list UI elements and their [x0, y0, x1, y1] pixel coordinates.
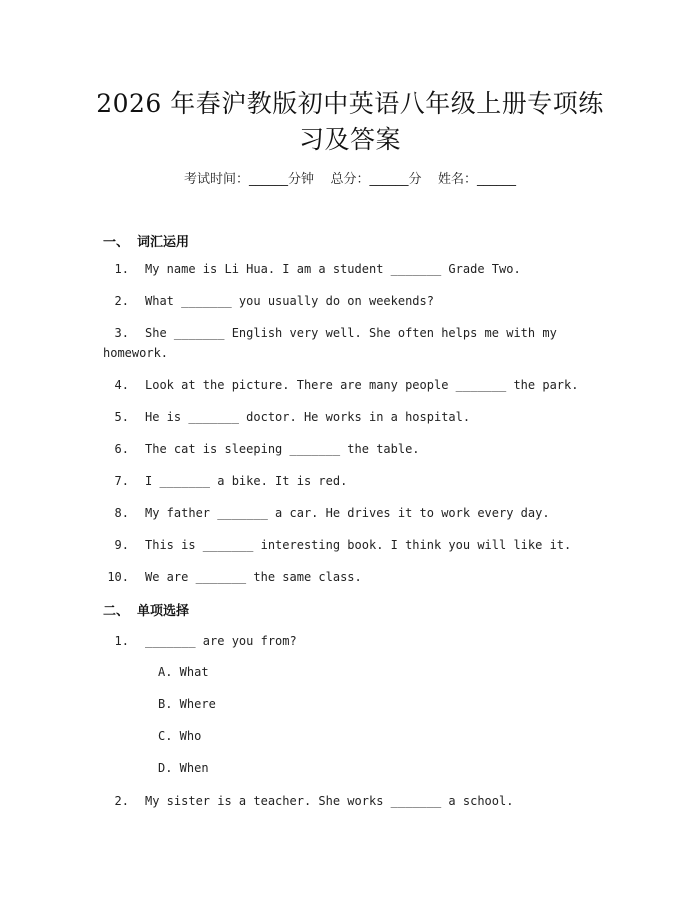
- section-title: 词汇运用: [137, 235, 190, 250]
- question-text: My sister is a teacher. She works _______ a school.: [145, 794, 514, 808]
- question-item: [103, 471, 583, 491]
- question-text: Look at the picture. There are many people _______ the park.: [145, 378, 579, 392]
- question-number: 6.: [114, 442, 129, 456]
- question-text: He is _______ doctor. He works in a hospital.: [145, 410, 471, 424]
- section-title: 单项选择: [137, 604, 190, 619]
- question-item: [103, 439, 583, 459]
- document-title-line2: 习及答案: [298, 125, 401, 154]
- question-text: This is _______ interesting book. I think you will like it.: [145, 538, 572, 552]
- section-number: 二、: [103, 604, 130, 619]
- question-item: [103, 323, 603, 343]
- question-number: 1.: [114, 634, 129, 648]
- option-c: C. Who: [158, 729, 202, 743]
- question-text: We are _______ the same class.: [145, 570, 362, 584]
- exam-meta-line: 考试时间：______分钟 总分：______分 姓名：______: [183, 172, 517, 187]
- option-b: B. Where: [158, 697, 216, 711]
- question-number: 7.: [114, 474, 129, 488]
- question-number: 5.: [114, 410, 129, 424]
- question-text: The cat is sleeping _______ the table.: [145, 442, 420, 456]
- question-number: 10.: [107, 570, 129, 584]
- question-item: [103, 291, 583, 311]
- question-number: 8.: [114, 506, 129, 520]
- question-item: [103, 535, 623, 555]
- question-number: 2.: [114, 794, 129, 808]
- question-number: 1.: [114, 262, 129, 276]
- question-text: My name is Li Hua. I am a student _______ Grade Two.: [145, 262, 521, 276]
- section-heading-vocabulary: [103, 231, 189, 250]
- question-number: 9.: [114, 538, 129, 552]
- option-d: D. When: [158, 761, 209, 775]
- question-item: [103, 631, 583, 651]
- question-item: [103, 375, 623, 395]
- question-item: [103, 503, 623, 523]
- question-number: 3.: [114, 326, 129, 340]
- section-heading-single-choice: [103, 600, 189, 619]
- section-number: 一、: [103, 235, 130, 250]
- question-text: My father _______ a car. He drives it to work every day.: [145, 506, 550, 520]
- question-text: _______ are you from?: [145, 634, 297, 648]
- question-item: [103, 407, 583, 427]
- question-text: She _______ English very well. She often helps me with my: [145, 326, 557, 340]
- question-text: What _______ you usually do on weekends?: [145, 294, 434, 308]
- document-title-line1: 2026 年春沪教版初中英语八年级上册专项练: [96, 89, 604, 118]
- question-text-continued: homework.: [103, 346, 169, 360]
- question-item: [103, 791, 583, 811]
- question-number: 4.: [114, 378, 129, 392]
- question-item: [103, 567, 583, 587]
- question-text: I _______ a bike. It is red.: [145, 474, 348, 488]
- question-number: 2.: [114, 294, 129, 308]
- option-a: A. What: [158, 665, 209, 679]
- question-item: [103, 259, 583, 279]
